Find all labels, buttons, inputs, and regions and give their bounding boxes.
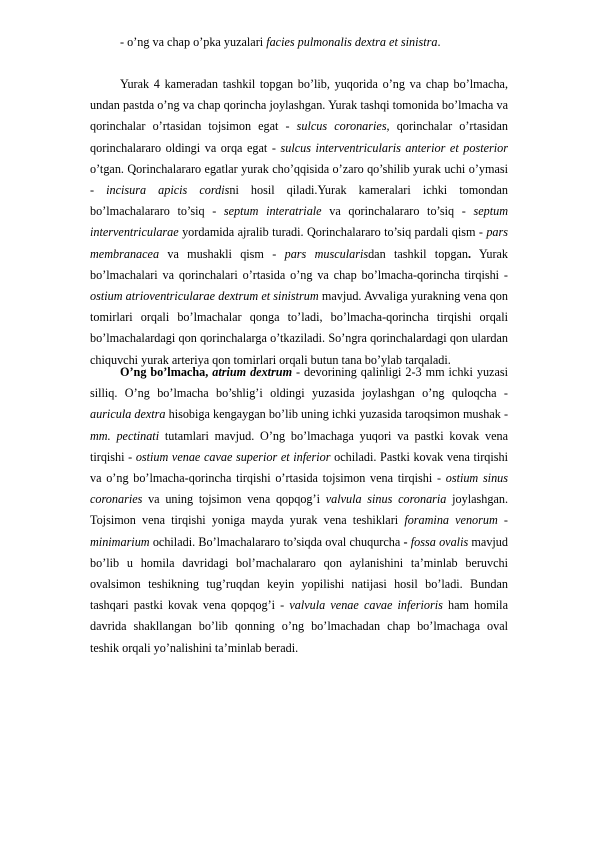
text-run: yordamida ajralib turadi. Qorinchalararo to’siq pardali qism - (178, 225, 487, 240)
text-run: Yurak bo’lmachalari va qorinchalari o’rtasida o’ng va chap bo’lmacha-qorincha tirqishi - (90, 246, 509, 282)
latin-term: ostium sinus coronaries (90, 471, 508, 507)
text-run: va qorinchalararo to’siq - (321, 204, 474, 219)
latin-term: foramina venorum - minimarium (90, 513, 508, 549)
text-run: va mushakli qism - (159, 246, 285, 261)
text-run: ham homila davrida shakllangan bo’lib qonning o’ng bo’lmachadan chap bo’lmachaga oval teshik orqali yo’nalishini ta’minlab beradi. (90, 598, 508, 655)
text-run: hisobiga kengaygan bo’lib uning ichki yuzasida taroqsimon mushak - (165, 407, 508, 422)
text-run: . (437, 35, 441, 49)
latin-term: valvula sinus coronaria (325, 492, 447, 507)
bold-text: O’ng bo’lmacha, (120, 365, 213, 379)
text-run: joylashgan. Tojsimon vena tirqishi yoniga mayda yurak vena teshiklari (90, 492, 508, 528)
latin-term: incisura apicis cordis (106, 183, 230, 198)
paragraph-body (90, 32, 508, 53)
paragraph-pulmonary-surfaces (90, 32, 508, 53)
latin-term: sulcus coronaries, (296, 119, 390, 134)
text-run: va uning tojsimon vena qopqog’i (142, 492, 326, 507)
latin-term: septum interatriale (223, 204, 322, 219)
bold-text: - (403, 534, 408, 549)
latin-term: valvula venae cavae inferioris (289, 598, 443, 613)
bold-text: . (467, 246, 472, 261)
paragraph-right-atrium (90, 362, 508, 659)
latin-term: pars membranacea (90, 225, 508, 261)
paragraph-heart-chambers (90, 74, 508, 371)
text-run: ochiladi. Pastki kovak vena tirqishi va o’ng bo’lmacha-qorincha tirqishi o’rtasida tojsimon vena tirqishi - (90, 449, 508, 486)
latin-term: ostium venae cavae superior et inferior (135, 449, 331, 464)
text-run: mavjud bo’lib u homila davridagi bol’machalararo qon aylanishini ta’minlab beruvchi ovalsimon teshikning tug’ruqdan keyin yopilishi natijasi hosil bo’ladi. Bundan tashqari pastki kovak vena qopqog’i - (90, 534, 508, 613)
text-run: tutamlari mavjud. O’ng bo’lmachaga yuqori va pastki kovak vena tirqishi - (90, 428, 509, 464)
latin-term: sulcus interventricularis anterior et posterior (280, 140, 508, 155)
text-run: o’tgan. Qorinchalararo egatlar yurak cho’qqisida o’zaro qo’shilib yurak uchi o’ymasi - (90, 161, 508, 198)
text-run: ochiladi. Bo’lmachalararo to’siqda oval chuqurcha (149, 534, 404, 549)
text-run: Yurak 4 kameradan tashkil topgan bo’lib, yuqorida o’ng va chap bo’lmacha, undan pastda o’ng va chap qorincha joylashgan. Yurak tashqi tomonida bo’lmacha va qorinchalar o’rtasidan tojsimon egat - (90, 77, 508, 134)
paragraph-body (90, 362, 508, 659)
latin-term: fossa ovalis (410, 534, 469, 549)
text-run: - o’ng va chap o’pka yuzalari (120, 35, 267, 49)
text-run: ni hosil qiladi.Yurak kameralari ichki tomondan bo’lmachalararo to’siq - (90, 183, 509, 219)
latin-term: facies pulmonalis dextra et sinistra (266, 35, 438, 49)
latin-term: auricula dextra (90, 407, 166, 422)
latin-term: pars muscularis (284, 246, 369, 261)
text-run: mavjud. Avvaliga yurakning vena qon tomirlari orqali bo’lmachalar qonga to’ladi, bo’lmacha-qorincha tirqishi orqali bo’lmachalardagi qon qorinchalarga o’tkaziladi. So’ngra qorinchalardagi qon ulardan chiquvchi yurak arteriya qon tomirlari orqali butun tana bo’ylab tarqaladi. (90, 289, 508, 367)
text-run: qorinchalar o’rtasidan qorinchalararo oldingi va orqa egat - (90, 119, 508, 155)
latin-term: septum interventricularae (90, 204, 508, 240)
text-run: dan tashkil topgan (368, 246, 468, 261)
bold-latin-term: atrium dextrum (212, 365, 293, 379)
text-run: - devorining qalinligi 2-3 mm ichki yuzasi silliq. O’ng bo’lmacha bo’shlig’i oldingi yuzasida joylashgan o’ng quloqcha - (90, 365, 508, 401)
latin-term: mm. pectinati (90, 428, 160, 443)
latin-term: ostium atrioventricularae dextrum et sinistrum (90, 289, 319, 304)
paragraph-body (90, 74, 508, 371)
